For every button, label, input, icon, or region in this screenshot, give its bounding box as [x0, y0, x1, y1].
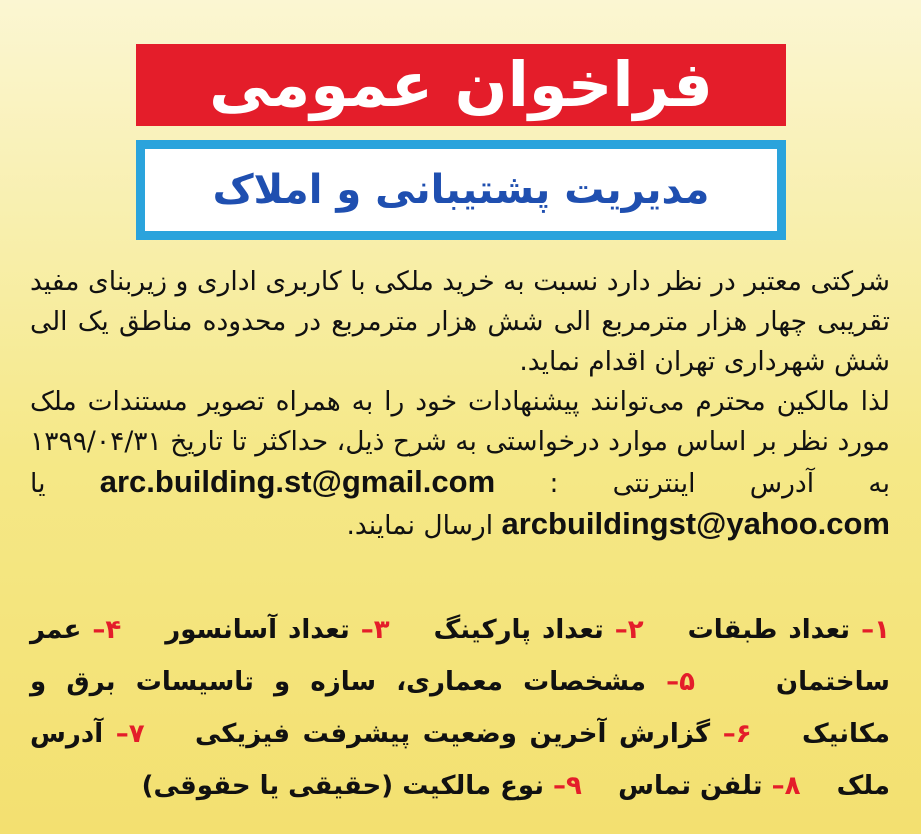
item-number: ۹– [553, 771, 582, 801]
item-number: ۸– [771, 771, 801, 801]
list-item [165, 615, 389, 645]
list-item [618, 771, 800, 801]
item-number: ۷– [115, 719, 145, 749]
item-text: تعداد طبقات [687, 615, 851, 645]
subtitle-panel [145, 149, 777, 231]
list-item [434, 615, 644, 645]
page-subtitle: مدیریت پشتیبانی و املاک [212, 167, 710, 213]
item-text: آدرس ملک [30, 719, 890, 801]
title-banner [136, 44, 786, 126]
item-text: تعداد پارکینگ [433, 615, 604, 645]
page-title: فراخوان عمومی [209, 48, 713, 121]
requirements-list [30, 604, 890, 812]
item-number: ۱– [861, 615, 890, 645]
list-item [195, 719, 752, 749]
item-number: ۶– [722, 719, 752, 749]
subtitle-frame [136, 140, 786, 240]
connector-text: یا [30, 468, 46, 499]
email-yahoo-link[interactable]: arcbuildingst@yahoo.com [501, 506, 890, 541]
list-item [142, 771, 582, 801]
item-text: مشخصات معماری، سازه و تاسیسات برق و مکانیک [30, 667, 890, 749]
item-text: تلفن تماس [618, 771, 763, 801]
announcement-body [30, 262, 890, 546]
item-number: ۲– [614, 615, 644, 645]
requirements-paragraph [30, 604, 890, 812]
instructions-text: لذا مالکین محترم می‌توانند پیشنهادات خود را به همراه تصویر مستندات ملک مورد نظر بر اساس موارد درخواستی به شرح ذیل، حداکثر تا تاریخ ۱۳۹۹/۰۴/۳۱ به آدرس اینترنتی : [30, 386, 890, 499]
item-number: ۴– [92, 615, 122, 645]
item-number: ۵– [666, 667, 696, 697]
item-text: گزارش آخرین وضعیت پیشرفت فیزیکی [195, 719, 711, 749]
item-text: عمر ساختمان [30, 615, 890, 697]
item-number: ۳– [360, 615, 390, 645]
list-item [688, 615, 890, 645]
paragraph-instructions [30, 382, 890, 546]
item-text: تعداد آسانسور [165, 615, 350, 645]
email-gmail-link[interactable]: arc.building.st@gmail.com [99, 464, 496, 499]
closing-text: ارسال نمایند. [346, 510, 494, 541]
paragraph-intro: شرکتی معتبر در نظر دارد نسبت به خرید ملکی با کاربری اداری و زیربنای مفید تقریبی چهار هزار مترمربع الی شش هزار مترمربع در محدوده مناطق یک الی شش شهرداری تهران اقدام نماید. [30, 266, 890, 377]
item-text: نوع مالکیت (حقیقی یا حقوقی) [141, 771, 544, 801]
